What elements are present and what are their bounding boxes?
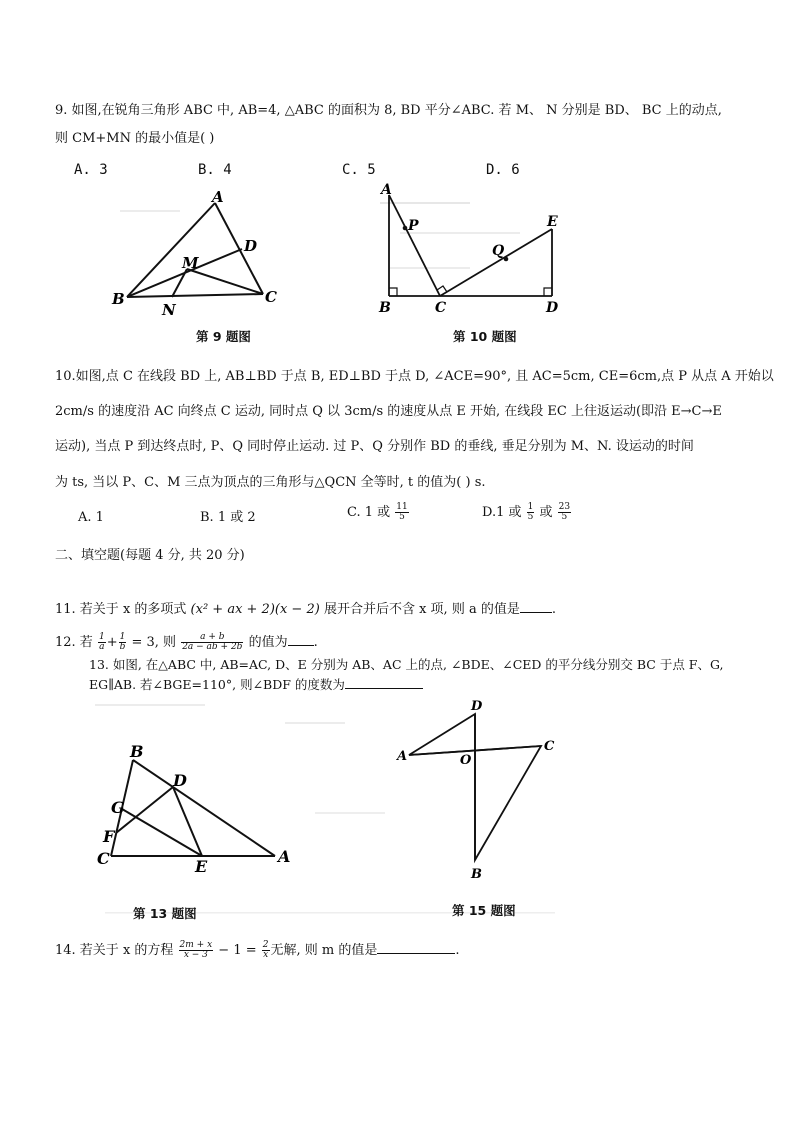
q14-frac2-num: 2 — [262, 940, 269, 950]
figure-15-diagram — [409, 714, 541, 860]
q14-prefix: 14. 若关于 x 的方程 — [55, 943, 174, 958]
fig10-label-q: Q — [492, 243, 505, 259]
fig15-caption: 第 15 题图 — [452, 903, 516, 918]
fig13-label-f: F — [103, 827, 115, 846]
fig9-label-c: C — [265, 288, 277, 306]
q12 — [55, 633, 318, 652]
q12-suffix: 的值为 — [248, 635, 288, 650]
q12-fraction-1 — [98, 633, 106, 652]
fig10-label-c: C — [435, 300, 447, 316]
q11-prefix: 11. 若关于 x 的多项式 — [55, 602, 187, 617]
q10-line3: 运动), 当点 P 到达终点时, P、Q 同时停止运动. 过 P、Q 分别作 BD 的垂线, 垂足分别为 M、N. 设运动的时间 — [55, 439, 694, 454]
q14-end: . — [455, 943, 460, 958]
q14-middle: − 1 = — [218, 943, 257, 958]
fig9-label-m: M — [182, 254, 199, 272]
q11-answer-blank — [520, 601, 552, 613]
figure-9-diagram — [127, 203, 263, 297]
q13-line2 — [89, 677, 423, 693]
q14-frac1-den: x − 3 — [183, 950, 208, 960]
fig13-label-g: G — [111, 798, 125, 817]
q10-option-c-numerator: 11 — [396, 502, 408, 512]
fig15-label-b: B — [471, 867, 482, 882]
fig13-label-e: E — [195, 857, 208, 876]
scan-noise — [95, 704, 555, 914]
q12-frac1-num: 1 — [98, 632, 105, 642]
q12-frac3-num: a + b — [181, 633, 243, 643]
fig13-label-a: A — [278, 847, 291, 866]
q12-frac3-den: 2a − ab + 2b — [182, 642, 243, 652]
figure-10-diagram — [389, 195, 552, 296]
q13-line1: 13. 如图, 在△ABC 中, AB=AC, D、E 分别为 AB、AC 上的点, ∠BDE、∠CED 的平分线分别交 BC 于点 F、G, — [89, 657, 724, 672]
q12-frac2-num: 1 — [119, 632, 126, 642]
fig10-label-p: P — [408, 218, 419, 234]
q10-line2: 2cm/s 的速度沿 AC 向终点 C 运动, 同时点 Q 以 3cm/s 的速度从点 E 开始, 在线段 EC 上往返运动(即沿 E→C→E — [55, 404, 722, 419]
q14-frac2-den: x — [263, 950, 269, 960]
fig9-label-a: A — [212, 188, 224, 206]
q10-option-d-or: 或 — [539, 505, 553, 520]
q11-end: . — [551, 602, 556, 617]
q12-end: . — [313, 635, 318, 650]
q13-line2-text: EG∥AB. 若∠BGE=110°, 则∠BDF 的度数为 — [89, 677, 345, 692]
q12-frac1-den: a — [99, 642, 105, 652]
q14-suffix: 无解, 则 m 的值是 — [270, 943, 378, 958]
fig15-label-o: O — [460, 753, 472, 768]
fig10-caption: 第 10 题图 — [453, 329, 517, 344]
q10-line1: 10.如图,点 C 在线段 BD 上, AB⊥BD 于点 B, ED⊥BD 于点 D, ∠ACE=90°, 且 AC=5cm, CE=6cm,点 P 从点 A 开始以 — [55, 369, 774, 384]
q10-option-d-den-2: 5 — [561, 512, 568, 522]
q12-prefix: 12. 若 — [55, 635, 93, 650]
fig10-label-b: B — [379, 300, 391, 316]
q10-option-c-denominator: 5 — [399, 512, 405, 522]
fig9-caption: 第 9 题图 — [196, 329, 251, 344]
q12-answer-blank — [288, 634, 314, 646]
fig13-caption: 第 13 题图 — [133, 906, 197, 921]
fig10-label-d: D — [546, 300, 559, 316]
fig13-label-c: C — [97, 849, 110, 868]
fig15-label-a: A — [397, 749, 408, 764]
fig10-point-q — [504, 257, 509, 262]
q10-option-d-fraction-1 — [527, 503, 535, 522]
q10-option-d-fraction-2 — [558, 503, 571, 522]
fig10-point-p — [403, 226, 408, 231]
q10-option-c-prefix: C. 1 或 — [347, 505, 391, 520]
fig15-label-c: C — [544, 739, 555, 754]
q10-option-c-fraction — [395, 503, 408, 522]
q9-option-c: C. 5 — [342, 162, 376, 178]
q11 — [55, 601, 556, 618]
q10-option-b: B. 1 或 2 — [200, 510, 256, 525]
scan-noise — [120, 202, 520, 269]
fig9-label-d: D — [244, 237, 258, 255]
q14-fraction-2 — [262, 941, 270, 960]
q10-option-d-prefix: D.1 或 — [482, 505, 522, 520]
q10-option-d — [482, 503, 572, 522]
q11-expression: (x² + ax + 2)(x − 2) — [190, 602, 320, 617]
q9-line1: 9. 如图,在锐角三角形 ABC 中, AB=4, △ABC 的面积为 8, BD 平分∠ABC. 若 M、 N 分别是 BD、 BC 上的动点, — [55, 103, 722, 118]
fig10-label-e: E — [547, 214, 558, 230]
fig13-label-d: D — [173, 771, 187, 790]
figure-13-diagram — [111, 760, 275, 856]
q10-line4: 为 ts, 当以 P、C、M 三点为顶点的三角形与△QCN 全等时, t 的值为( ) s. — [55, 475, 486, 490]
section-2-heading: 二、填空题(每题 4 分, 共 20 分) — [55, 548, 245, 563]
q12-fraction-2 — [119, 633, 127, 652]
q12-plus: + — [106, 635, 118, 650]
q12-equals: = 3, 则 — [131, 635, 177, 650]
fig15-label-d: D — [471, 699, 483, 714]
q10-option-c — [347, 503, 410, 522]
q10-option-d-num-2: 23 — [558, 502, 571, 512]
q9-option-b: B. 4 — [198, 162, 232, 178]
q14-fraction-1 — [179, 941, 214, 960]
q10-option-a: A. 1 — [78, 510, 104, 525]
figures-9-10 — [100, 182, 580, 327]
q12-frac2-den: b — [119, 642, 126, 652]
q10-option-d-num-1: 1 — [527, 502, 534, 512]
q11-suffix: 展开合并后不含 x 项, 则 a 的值是 — [323, 602, 520, 617]
q14-answer-blank — [377, 942, 455, 954]
fig9-label-b: B — [112, 290, 125, 308]
q9-option-a: A. 3 — [74, 162, 108, 178]
q12-fraction-3 — [181, 633, 243, 652]
q9-option-d: D. 6 — [486, 162, 520, 178]
q13-answer-blank — [345, 677, 423, 689]
fig13-label-b: B — [130, 742, 144, 761]
q9-line2: 则 CM+MN 的最小值是( ) — [55, 131, 215, 146]
fig9-label-n: N — [162, 301, 176, 319]
q10-option-d-den-1: 5 — [527, 512, 534, 522]
figures-13-15 — [85, 692, 565, 927]
fig10-label-a: A — [381, 182, 392, 198]
q14 — [55, 941, 460, 960]
q14-frac1-num: 2m + x — [179, 940, 213, 950]
